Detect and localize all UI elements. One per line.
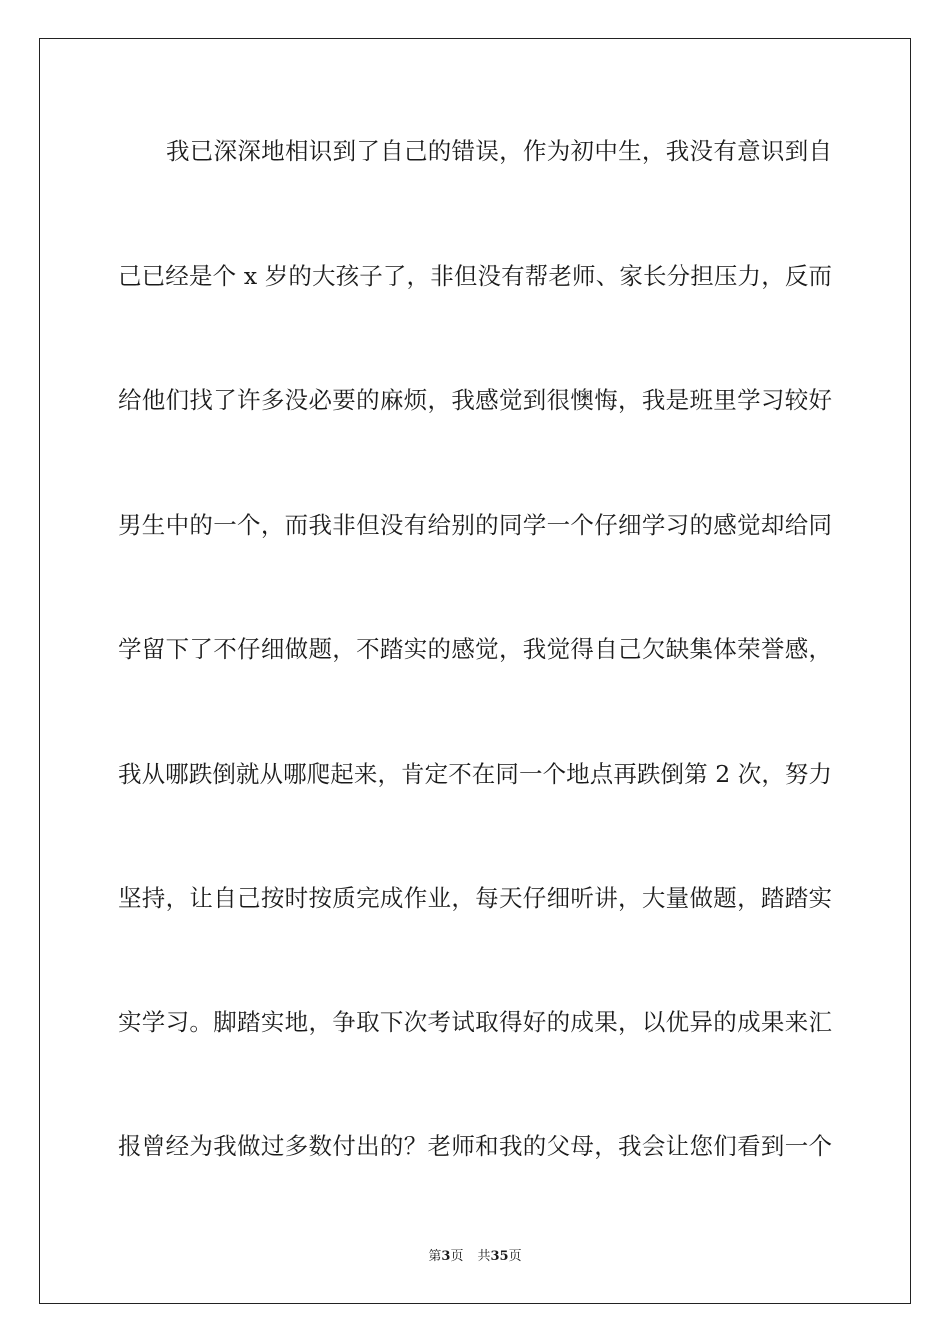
page-suffix: 页 (450, 1249, 464, 1264)
page-border (39, 38, 911, 1304)
text-line-1: 我已深深地相识到了自己的错误，作为初中生，我没有意识到自 (166, 137, 832, 165)
total-pages: 35 (490, 1249, 509, 1264)
page-footer (0, 1248, 950, 1266)
text-line-4: 男生中的一个，而我非但没有给别的同学一个仔细学习的感觉却给同 (118, 511, 832, 539)
text-line-7: 坚持，让自己按时按质完成作业，每天仔细听讲，大量做题，踏踏实 (118, 884, 832, 912)
page-prefix: 第 (428, 1249, 442, 1264)
text-line-8: 实学习。脚踏实地，争取下次考试取得好的成果，以优异的成果来汇 (118, 1008, 832, 1036)
text-line-2: 己已经是个 x 岁的大孩子了，非但没有帮老师、家长分担压力，反而 (118, 262, 832, 290)
total-suffix: 页 (508, 1249, 522, 1264)
text-line-6: 我从哪跌倒就从哪爬起来，肯定不在同一个地点再跌倒第 2 次，努力 (118, 760, 832, 788)
page-number: 3 (441, 1249, 451, 1264)
total-prefix: 共 (477, 1249, 491, 1264)
text-line-5: 学留下了不仔细做题，不踏实的感觉，我觉得自己欠缺集体荣誉感， (118, 635, 832, 663)
text-line-3: 给他们找了许多没必要的麻烦，我感觉到很懊悔，我是班里学习较好 (118, 386, 832, 414)
text-line-9: 报曾经为我做过多数付出的？老师和我的父母，我会让您们看到一个 (118, 1132, 832, 1160)
